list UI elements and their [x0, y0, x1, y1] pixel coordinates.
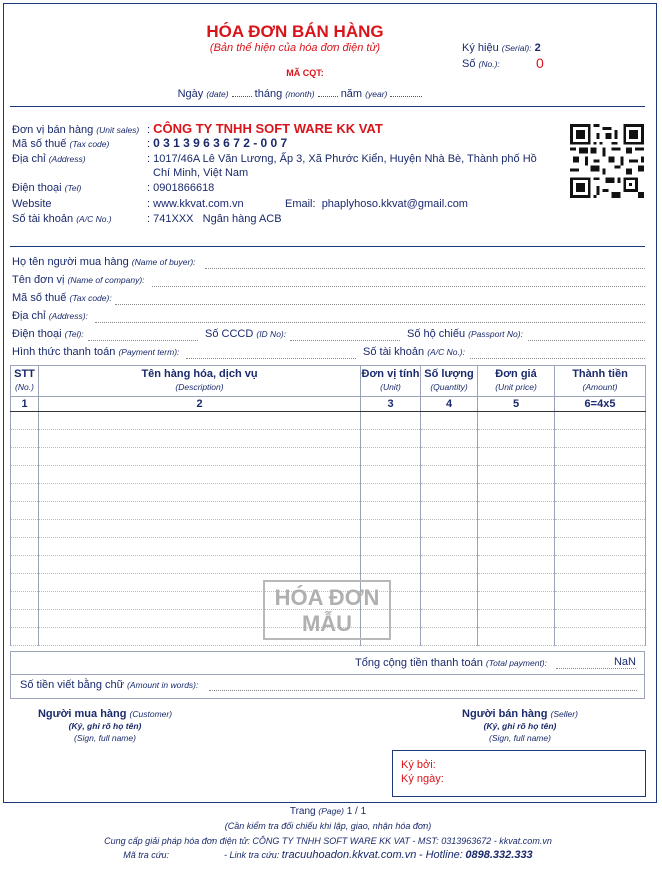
col-header-quantity	[421, 366, 478, 397]
col-label: Đơn giá	[495, 368, 537, 380]
col-label-en: (Unit price)	[495, 382, 537, 392]
page-value: 1 / 1	[346, 806, 367, 817]
table-row	[11, 556, 646, 574]
table-cell[interactable]	[421, 466, 478, 484]
table-cell[interactable]	[478, 628, 555, 646]
seller-sign-title: Người bán hàng	[462, 708, 548, 720]
seller-tax-label: Mã số thuế	[12, 138, 67, 150]
buyer-account-field[interactable]	[470, 358, 645, 359]
hotline-value: 0898.332.333	[465, 849, 533, 861]
seller-unit-label-en: (Unit sales)	[96, 125, 140, 135]
lookup-link[interactable]: tracuuhoadon.kkvat.com.vn	[281, 849, 417, 861]
buyer-tel-row	[12, 328, 84, 340]
total-value: NaN	[556, 656, 636, 669]
seller-account-label-en: (A/C No.)	[76, 214, 112, 224]
table-cell[interactable]	[11, 610, 39, 628]
col-label: Số lượng	[424, 368, 474, 380]
seller-bank-value: Ngân hàng ACB	[202, 213, 282, 225]
seller-tax-label-en: (Tax code)	[69, 139, 110, 149]
invoice-subtitle: (Bản thể hiện của hóa đơn điện tử)	[209, 42, 381, 54]
date-year-label: năm	[340, 88, 363, 100]
seller-signature	[445, 708, 595, 744]
table-cell[interactable]	[361, 520, 421, 538]
buyer-payment-field[interactable]	[186, 358, 356, 359]
table-cell[interactable]	[11, 412, 39, 430]
col-label: Tên hàng hóa, dịch vụ	[141, 368, 258, 380]
total-row	[10, 651, 645, 675]
table-row	[11, 484, 646, 502]
table-cell[interactable]	[478, 556, 555, 574]
signed-by-label: Ký bởi:	[401, 759, 436, 771]
table-cell[interactable]	[555, 610, 646, 628]
words-field[interactable]	[209, 690, 637, 691]
seller-tel-row: Điện thoại (Tel) : 0901866618	[12, 182, 215, 194]
table-cell[interactable]	[478, 412, 555, 430]
col-index: 6=4x5	[555, 397, 646, 412]
buyer-passport-row	[407, 328, 523, 340]
table-cell[interactable]	[11, 430, 39, 448]
table-cell[interactable]	[39, 466, 361, 484]
seller-account-value: 741XXX	[153, 213, 194, 225]
col-label: Thành tiền	[572, 368, 628, 380]
table-cell[interactable]	[555, 628, 646, 646]
page-label-en: (Page)	[318, 806, 344, 816]
buyer-passport-label-en: (Passport No):	[468, 329, 523, 339]
page-indicator	[0, 806, 656, 817]
buyer-account-label-en: (A/C No.):	[427, 347, 465, 357]
table-cell[interactable]	[11, 466, 39, 484]
col-index: 4	[421, 397, 478, 412]
table-cell[interactable]	[478, 430, 555, 448]
number-label-en: (No.):	[478, 59, 500, 69]
date-month-label-en: (month)	[285, 89, 315, 99]
table-cell[interactable]	[555, 412, 646, 430]
watermark-line2: MẪU	[301, 611, 353, 636]
seller-tax-value: 0 3 1 3 9 6 3 6 7 2 - 0 0 7	[153, 136, 288, 150]
table-cell[interactable]	[421, 412, 478, 430]
table-cell[interactable]	[478, 574, 555, 592]
buyer-company-label-en: (Name of company):	[67, 275, 145, 285]
table-cell[interactable]	[421, 574, 478, 592]
table-cell[interactable]	[555, 484, 646, 502]
number-label: Số	[462, 58, 476, 70]
col-index: 2	[39, 397, 361, 412]
table-cell[interactable]	[11, 448, 39, 466]
table-cell[interactable]	[361, 412, 421, 430]
buyer-id-label: Số CCCD	[205, 328, 254, 340]
table-cell[interactable]	[478, 484, 555, 502]
date-day-blank	[232, 88, 252, 97]
table-row	[11, 538, 646, 556]
buyer-tel-label-en: (Tel):	[64, 329, 84, 339]
table-cell[interactable]	[555, 430, 646, 448]
hotline-label: - Hotline:	[418, 849, 463, 861]
table-cell[interactable]	[421, 538, 478, 556]
words-label-group	[20, 679, 198, 691]
date-month-blank	[318, 88, 338, 97]
table-cell[interactable]	[478, 448, 555, 466]
table-cell[interactable]	[555, 466, 646, 484]
table-cell[interactable]	[361, 502, 421, 520]
col-label-en: (Amount)	[582, 382, 618, 392]
table-cell[interactable]	[555, 448, 646, 466]
table-cell[interactable]	[39, 538, 361, 556]
seller-web-label: Website	[12, 198, 52, 210]
table-cell[interactable]	[11, 628, 39, 646]
buyer-account-label: Số tài khoản	[363, 346, 425, 358]
table-cell[interactable]	[39, 556, 361, 574]
col-label: Đơn vị tính	[361, 368, 420, 380]
table-cell[interactable]	[39, 520, 361, 538]
serial-label: Ký hiệu	[462, 42, 499, 54]
buyer-tax-label-en: (Tax code):	[69, 293, 112, 303]
seller-address-line2: Chí Minh, Việt Nam	[153, 167, 249, 179]
table-cell[interactable]	[11, 574, 39, 592]
table-cell[interactable]	[478, 610, 555, 628]
col-header-description	[39, 366, 361, 397]
table-cell[interactable]	[421, 502, 478, 520]
table-cell[interactable]	[11, 502, 39, 520]
buyer-address-field[interactable]	[95, 322, 645, 323]
table-cell[interactable]	[555, 538, 646, 556]
seller-email-value[interactable]: phaplyhoso.kkvat@gmail.com	[321, 198, 468, 210]
invoice-title: HÓA ĐƠN BÁN HÀNG	[206, 22, 384, 41]
table-cell[interactable]	[421, 520, 478, 538]
number-field	[462, 58, 500, 70]
table-cell[interactable]	[421, 610, 478, 628]
table-cell[interactable]	[39, 502, 361, 520]
table-cell[interactable]	[478, 592, 555, 610]
table-row	[11, 466, 646, 484]
table-cell[interactable]	[478, 538, 555, 556]
col-header-unit-price	[478, 366, 555, 397]
number-value: 0	[536, 55, 544, 71]
buyer-id-row	[205, 328, 286, 340]
seller-account-label: Số tài khoản	[12, 213, 74, 225]
buyer-passport-label: Số hộ chiếu	[407, 328, 466, 340]
divider	[10, 106, 645, 107]
seller-account-row: Số tài khoản (A/C No.) : 741XXX Ngân hàng ACB	[12, 213, 282, 225]
table-cell[interactable]	[11, 592, 39, 610]
table-row	[11, 520, 646, 538]
table-row	[11, 502, 646, 520]
buyer-company-label: Tên đơn vị	[12, 274, 65, 286]
table-cell[interactable]	[421, 628, 478, 646]
table-index-row	[11, 397, 646, 412]
buyer-sign-note-en: (Sign, full name)	[74, 733, 136, 743]
table-cell[interactable]	[555, 556, 646, 574]
table-cell[interactable]	[39, 484, 361, 502]
date-line	[0, 88, 600, 100]
buyer-signature	[20, 708, 190, 744]
col-index: 1	[11, 397, 39, 412]
col-header-unit	[361, 366, 421, 397]
sample-watermark	[263, 580, 391, 640]
seller-address-label-en: (Address)	[48, 154, 86, 164]
seller-address-line1: 1017/46A Lê Văn Lương, Ấp 3, Xã Phước Kiển, Huyện Nhà Bè, Thành phố Hồ	[153, 153, 537, 165]
seller-unit-label: Đơn vị bán hàng	[12, 124, 94, 136]
buyer-id-label-en: (ID No):	[256, 329, 287, 339]
table-cell[interactable]	[478, 520, 555, 538]
buyer-company-row	[12, 274, 145, 286]
buyer-name-field[interactable]	[205, 268, 645, 269]
col-index: 5	[478, 397, 555, 412]
table-cell[interactable]	[361, 466, 421, 484]
col-label-en: (Description)	[175, 382, 224, 392]
table-row	[11, 448, 646, 466]
buyer-name-row	[12, 256, 196, 268]
col-index: 3	[361, 397, 421, 412]
buyer-name-label: Họ tên người mua hàng	[12, 256, 129, 268]
table-cell[interactable]	[478, 502, 555, 520]
table-cell[interactable]	[478, 466, 555, 484]
table-cell[interactable]	[555, 592, 646, 610]
serial-field	[462, 42, 541, 54]
buyer-passport-field[interactable]	[528, 340, 645, 341]
buyer-tel-label: Điện thoại	[12, 328, 62, 340]
buyer-id-field[interactable]	[290, 340, 400, 341]
table-cell[interactable]	[421, 484, 478, 502]
buyer-sign-note: (Ký, ghi rõ họ tên)	[68, 721, 142, 731]
seller-email-row	[285, 198, 468, 210]
signed-date-label: Ký ngày:	[401, 773, 444, 785]
table-cell[interactable]	[39, 430, 361, 448]
date-year-label-en: (year)	[365, 89, 388, 99]
seller-tel-value: 0901866618	[153, 182, 215, 194]
col-label-en: (No.)	[15, 382, 34, 392]
col-header-stt	[11, 366, 39, 397]
words-label-en: (Amount in words):	[127, 680, 199, 690]
buyer-tax-row	[12, 292, 112, 304]
table-cell[interactable]	[39, 412, 361, 430]
col-label-en: (Quantity)	[430, 382, 468, 392]
total-label-en: (Total payment):	[485, 658, 547, 668]
table-cell[interactable]	[11, 538, 39, 556]
seller-tax-row: Mã số thuế (Tax code) : 0 3 1 3 9 6 3 6 7 2 - 0 0 7	[12, 136, 288, 150]
table-cell[interactable]	[39, 448, 361, 466]
buyer-tax-label: Mã số thuế	[12, 292, 67, 304]
table-cell[interactable]	[555, 574, 646, 592]
table-cell[interactable]	[555, 520, 646, 538]
seller-unit-row: Đơn vị bán hàng (Unit sales) : CÔNG TY TNHH SOFT WARE KK VAT	[12, 121, 383, 136]
table-cell[interactable]	[11, 520, 39, 538]
buyer-name-label-en: (Name of buyer):	[131, 257, 196, 267]
buyer-address-label: Địa chỉ	[12, 310, 46, 322]
serial-label-en: (Serial):	[501, 43, 532, 53]
total-label-group	[355, 657, 547, 669]
buyer-payment-row	[12, 346, 179, 358]
provider-note: Cung cấp giải pháp hóa đơn điện tử: CÔNG TY TNHH SOFT WARE KK VAT - MST: 0313963672 - kkvat.com.vn	[104, 836, 552, 846]
divider	[10, 246, 645, 247]
seller-web-value[interactable]: www.kkvat.com.vn	[153, 198, 244, 210]
buyer-payment-label-en: (Payment term):	[118, 347, 180, 357]
col-label: STT	[14, 368, 35, 380]
table-row	[11, 430, 646, 448]
lookup-link-label: - Link tra cứu:	[224, 850, 280, 860]
table-cell[interactable]	[361, 484, 421, 502]
buyer-address-row	[12, 310, 88, 322]
table-cell[interactable]	[421, 448, 478, 466]
col-label-en: (Unit)	[380, 382, 401, 392]
seller-email-label: Email:	[285, 198, 316, 210]
amount-words-row	[10, 675, 645, 699]
total-label: Tổng cộng tiền thanh toán	[355, 657, 483, 669]
digital-signature-box	[392, 750, 646, 797]
serial-value: 2	[534, 42, 541, 54]
qr-code	[570, 124, 644, 198]
table-cell[interactable]	[11, 556, 39, 574]
lookup-line	[0, 849, 656, 861]
buyer-sign-title: Người mua hàng	[37, 708, 127, 720]
table-cell[interactable]	[361, 448, 421, 466]
date-day-label-en: (date)	[206, 89, 229, 99]
buyer-payment-label: Hình thức thanh toán	[12, 346, 116, 358]
table-cell[interactable]	[361, 430, 421, 448]
table-cell[interactable]	[421, 592, 478, 610]
buyer-company-field[interactable]	[152, 286, 645, 287]
seller-tel-label: Điện thoại	[12, 182, 62, 194]
seller-sign-title-en: (Seller)	[550, 709, 578, 719]
page-label: Trang	[289, 806, 316, 817]
table-cell[interactable]	[11, 484, 39, 502]
table-header-row	[11, 366, 646, 397]
watermark-line1: HÓA ĐƠN	[274, 585, 380, 610]
buyer-tax-field[interactable]	[115, 304, 645, 305]
seller-address-label: Địa chỉ	[12, 153, 46, 165]
table-cell[interactable]	[361, 556, 421, 574]
table-row	[11, 412, 646, 430]
table-cell[interactable]	[361, 538, 421, 556]
seller-sign-note: (Ký, ghi rõ họ tên)	[483, 721, 557, 731]
col-header-amount	[555, 366, 646, 397]
buyer-tel-field[interactable]	[88, 340, 198, 341]
date-day-label: Ngày	[177, 88, 204, 100]
date-year-blank	[390, 88, 422, 97]
table-cell[interactable]	[555, 502, 646, 520]
buyer-sign-title-en: (Customer)	[129, 709, 173, 719]
seller-web-row: Website : www.kkvat.com.vn	[12, 198, 244, 210]
seller-sign-note-en: (Sign, full name)	[489, 733, 551, 743]
lookup-code-label: Mã tra cứu:	[123, 850, 170, 860]
check-note: (Cần kiểm tra đối chiếu khi lập, giao, nhận hóa đơn)	[224, 821, 432, 831]
buyer-address-label-en: (Address):	[48, 311, 88, 321]
ma-cqt: MÃ CQT:	[286, 68, 324, 78]
seller-unit-value: CÔNG TY TNHH SOFT WARE KK VAT	[153, 121, 383, 136]
table-cell[interactable]	[421, 430, 478, 448]
words-label: Số tiền viết bằng chữ	[20, 679, 124, 691]
seller-tel-label-en: (Tel)	[64, 183, 82, 193]
buyer-account-row	[363, 346, 465, 358]
seller-address-row: Địa chỉ (Address) : 1017/46A Lê Văn Lương, Ấp 3, Xã Phước Kiển, Huyện Nhà Bè, Thành phố Hồ	[12, 153, 537, 165]
date-month-label: tháng	[254, 88, 283, 100]
table-cell[interactable]	[421, 556, 478, 574]
